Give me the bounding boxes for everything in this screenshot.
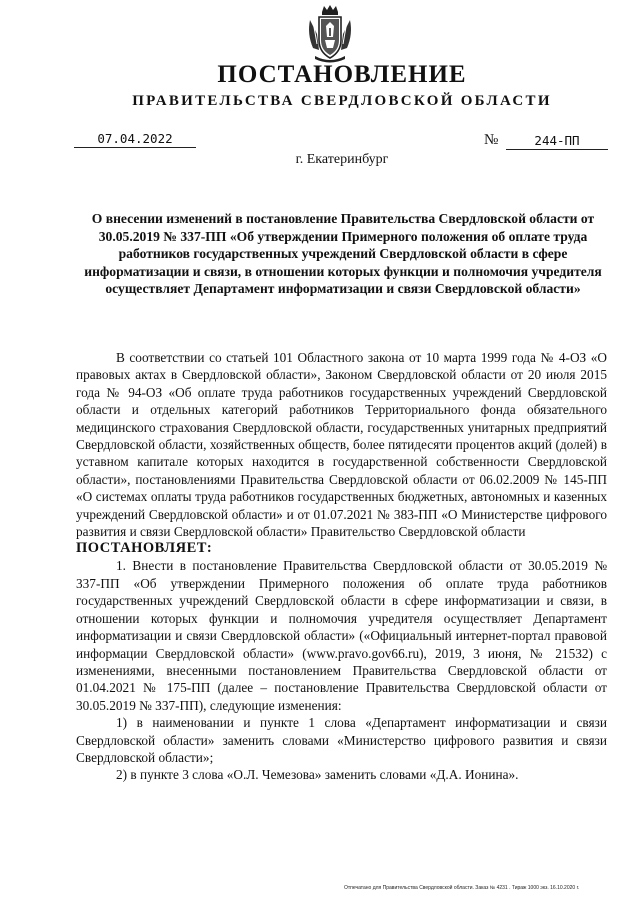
subitem-1-paragraph: 1) в наименовании и пункте 1 слова «Департамент информатизации и связи Свердловской области» заменить словами «Министерство цифрового развития и связи Свердловской области»; [76, 715, 607, 765]
coat-of-arms-icon [305, 4, 355, 64]
document-number: 244-ПП [506, 132, 608, 150]
document-title: О внесении изменений в постановление Правительства Свердловской области от 30.05.2019 № 337-ПП «Об утверждении Примерного положения об оплате труда работников государственных учреждений Свердловской области в сфере информатизации и связи, в отношении которых функции и полномочия учредителя осуществляет Департамент информатизации и связи Свердловской области» [84, 211, 602, 296]
city-line: г. Екатеринбург [295, 152, 389, 167]
preamble-paragraph: В соответствии со статьей 101 Областного закона от 10 марта 1999 года № 4-ОЗ «О правовых актах в Свердловской области», Законом Свердловской области от 20 июля 2015 года № 94-ОЗ «Об оплате труда работников государственных учреждений Свердловской области и отдельных категорий работников Территориального фонда обязательного медицинского страхования Свердловской области, государственных унитарных предприятий Свердловской области, хозяйственных обществ, более пятидесяти процентов акций (долей) в уставном капитале которых находится в государственной собственности Свердловской области», постановлениями Правительства Свердловской области от 06.02.2009 № 145-ПП «О системах оплаты труда работников государственных бюджетных, автономных и казенных учреждений Свердловской области» и от 01.07.2021 № 383-ПП «О Министерстве цифрового развития и связи Свердловской области» Правительство Свердловской области [76, 350, 607, 540]
document-date: 07.04.2022 [74, 130, 196, 148]
issuing-authority: ПРАВИТЕЛЬСТВА СВЕРДЛОВСКОЙ ОБЛАСТИ [132, 93, 552, 109]
document-type-heading: ПОСТАНОВЛЕНИЕ [217, 61, 467, 88]
number-sign: № [484, 132, 499, 148]
item-1-paragraph: 1. Внести в постановление Правительства Свердловской области от 30.05.2019 № 337-ПП «Об утверждении Примерного положения об оплате труда работников государственных учреждений Свердловской области в сфере информатизации и связи, в отношении которых функции и полномочия учредителя осуществляет Департамент информатизации и связи Свердловской области» («Официальный интернет-портал правовой информации Свердловской области» (www.pravo.gov66.ru), 2019, 3 июня, № 21532) с изменениями, внесенными постановлением Правительства Свердловской области от 01.04.2021 № 175-ПП (далее – постановление Правительства Свердловской области от 30.05.2019 № 337-ПП), следующие изменения: [76, 558, 607, 713]
resolves-heading: ПОСТАНОВЛЯЕТ: [76, 540, 213, 557]
document-body [76, 349, 607, 784]
print-footer-note: Отпечатано для Правительства Свердловской области. Заказ № 4231 . Тираж 1000 экз. 16.10.2020 г. [344, 885, 580, 891]
subitem-2-paragraph: 2) в пункте 3 слова «О.Л. Чемезова» заменить словами «Д.А. Ионина». [116, 767, 519, 783]
